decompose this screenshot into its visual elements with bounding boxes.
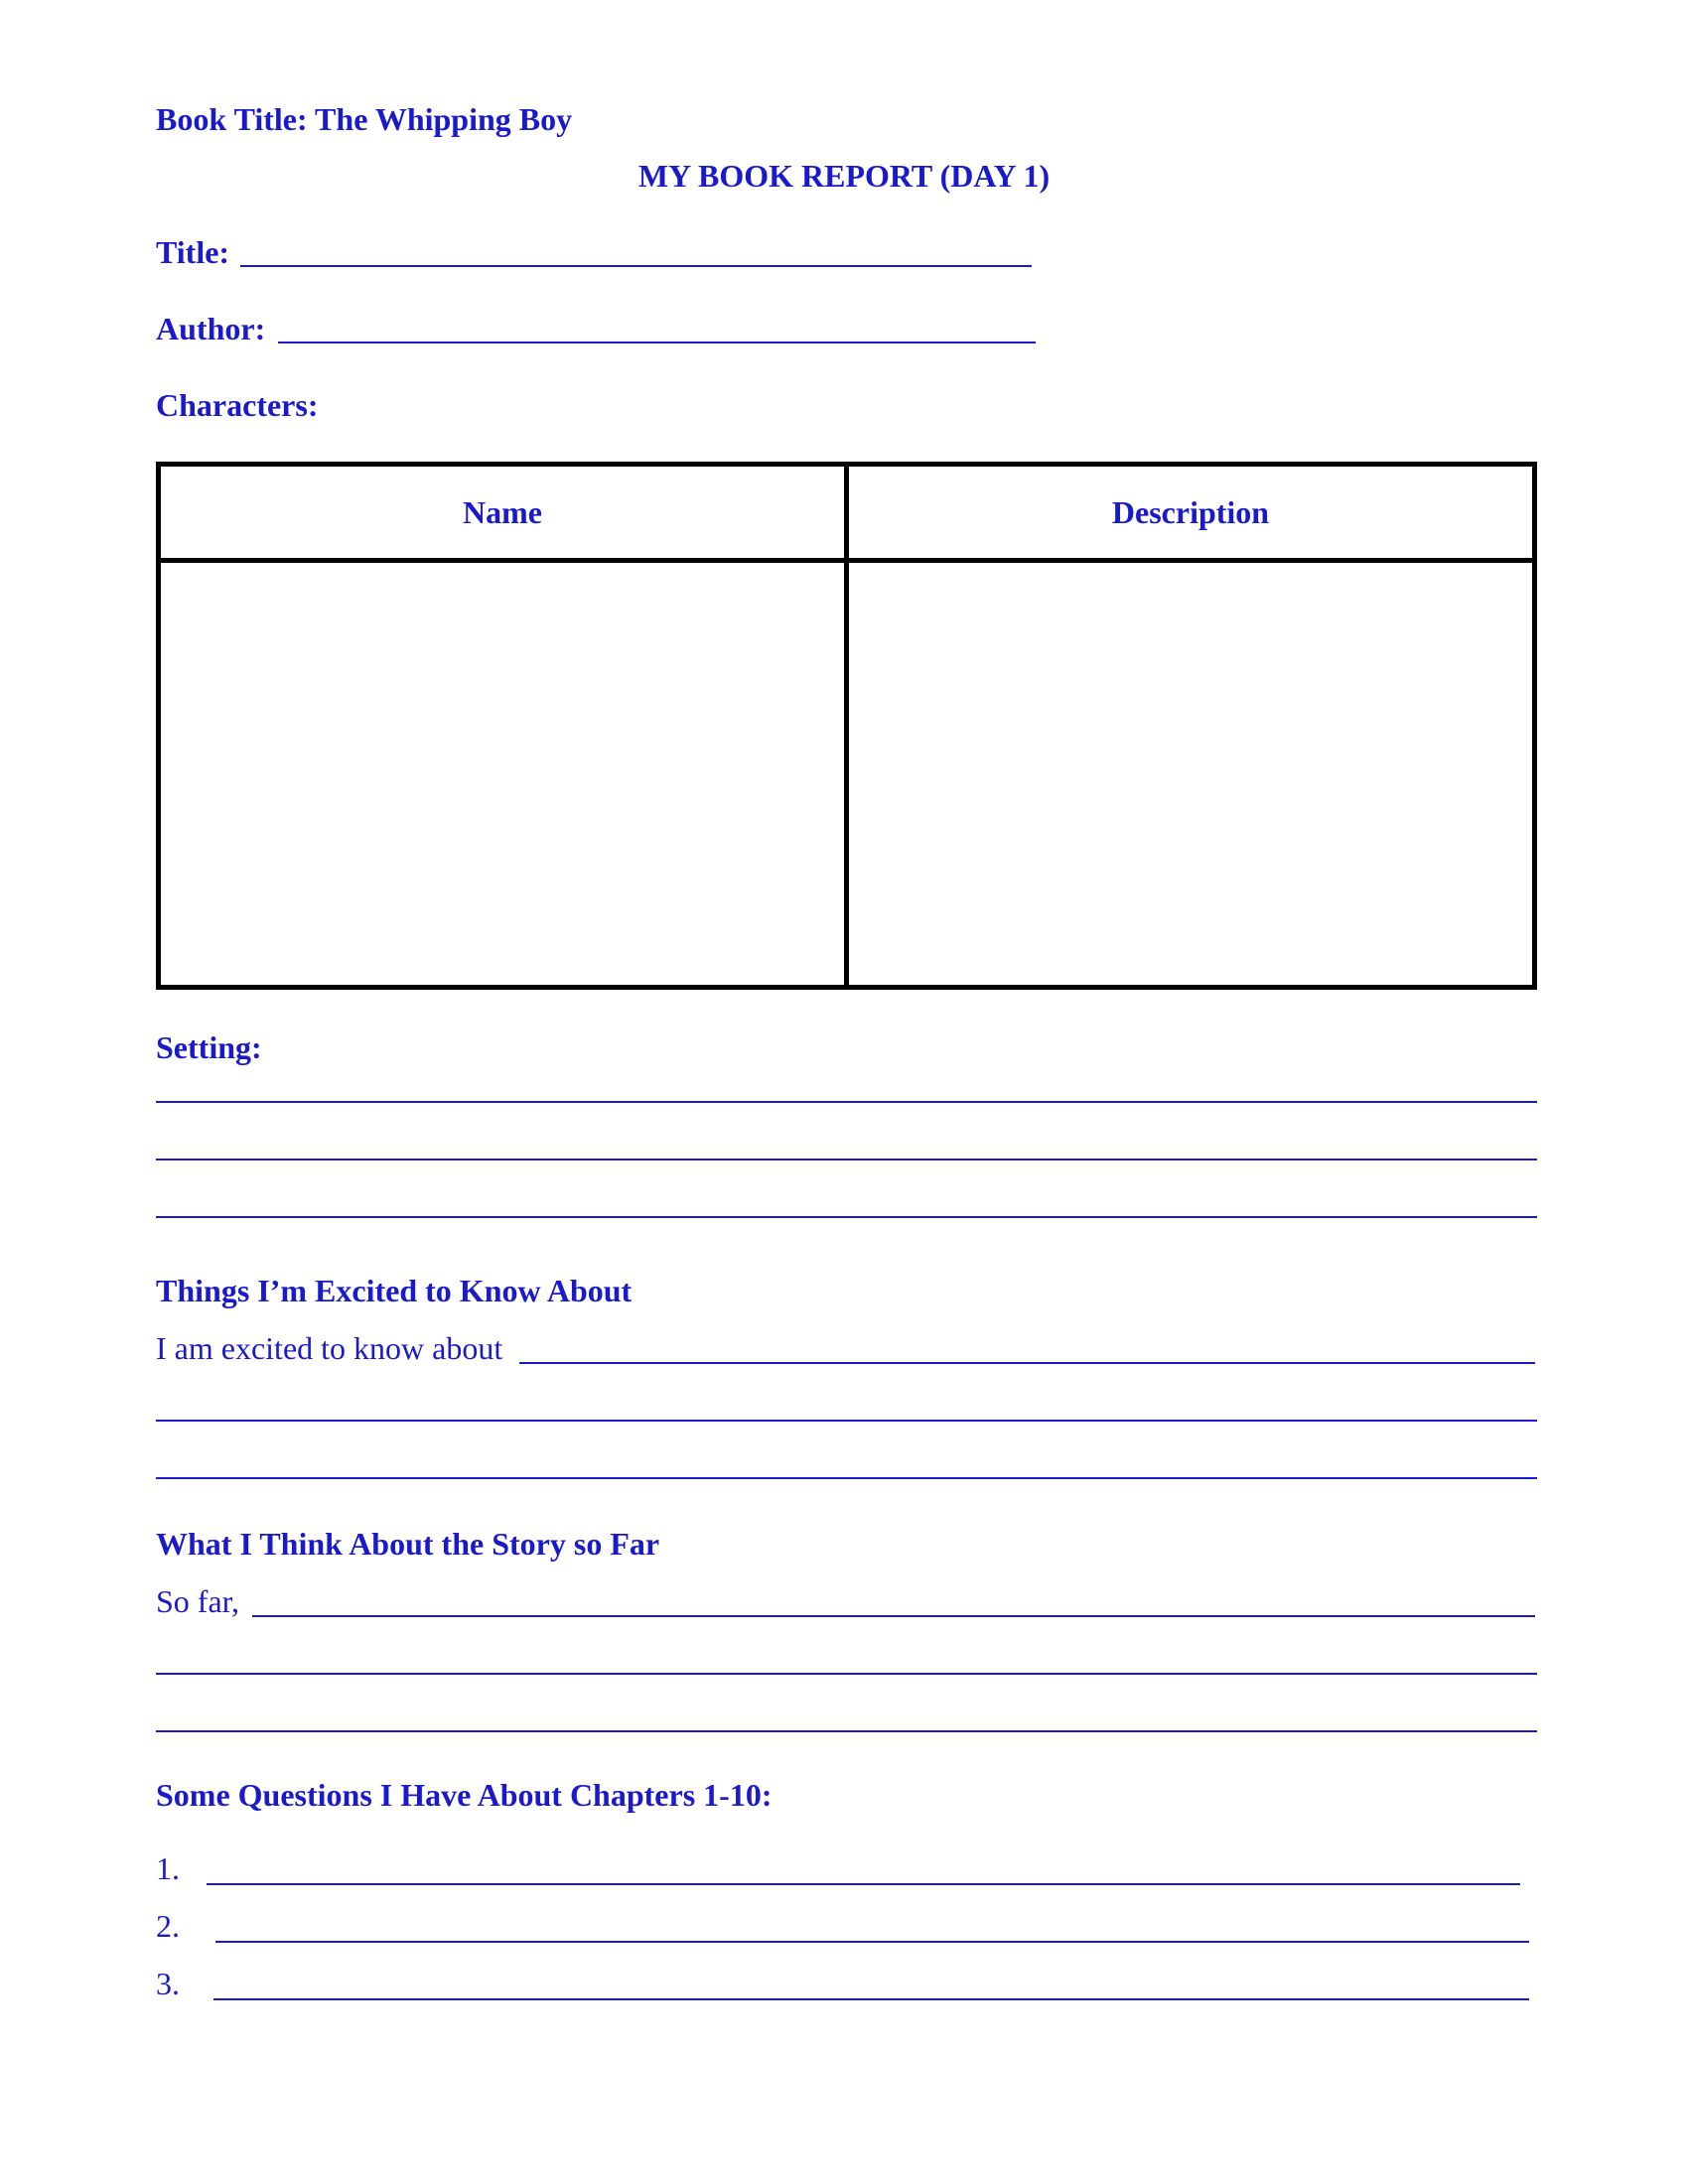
think-prompt: So far, xyxy=(156,1583,240,1619)
setting-line-3[interactable] xyxy=(156,1216,1537,1218)
setting-label: Setting: xyxy=(156,1029,262,1065)
excited-line-1[interactable] xyxy=(519,1362,1535,1364)
think-line-3[interactable] xyxy=(156,1730,1537,1732)
question-number-3: 3. xyxy=(156,1966,180,2001)
question-number-2: 2. xyxy=(156,1908,180,1944)
book-title: Book Title: The Whipping Boy xyxy=(156,101,573,137)
excited-line-3[interactable] xyxy=(156,1477,1537,1479)
author-answer-line[interactable] xyxy=(278,341,1036,343)
excited-heading: Things I’m Excited to Know About xyxy=(156,1273,633,1308)
excited-line-2[interactable] xyxy=(156,1420,1537,1422)
questions-heading: Some Questions I Have About Chapters 1-10: xyxy=(156,1777,773,1813)
question-line-2[interactable] xyxy=(215,1941,1529,1943)
characters-table xyxy=(156,462,1537,990)
table-header-name: Name xyxy=(463,493,542,530)
name-cell[interactable] xyxy=(161,563,844,985)
think-line-1[interactable] xyxy=(252,1615,1535,1617)
question-line-1[interactable] xyxy=(207,1883,1520,1885)
author-label: Author: xyxy=(156,311,266,346)
title-label: Title: xyxy=(156,234,230,270)
title-answer-line[interactable] xyxy=(240,265,1032,267)
characters-label: Characters: xyxy=(156,387,319,423)
think-line-2[interactable] xyxy=(156,1673,1537,1675)
report-title: MY BOOK REPORT (DAY 1) xyxy=(637,158,1051,194)
question-number-1: 1. xyxy=(156,1850,180,1886)
setting-line-1[interactable] xyxy=(156,1101,1537,1103)
excited-prompt: I am excited to know about xyxy=(156,1330,503,1366)
table-header-description: Description xyxy=(1111,493,1270,530)
question-line-3[interactable] xyxy=(213,1998,1529,2000)
think-heading: What I Think About the Story so Far xyxy=(156,1526,660,1562)
setting-line-2[interactable] xyxy=(156,1159,1537,1160)
description-cell[interactable] xyxy=(849,563,1532,985)
